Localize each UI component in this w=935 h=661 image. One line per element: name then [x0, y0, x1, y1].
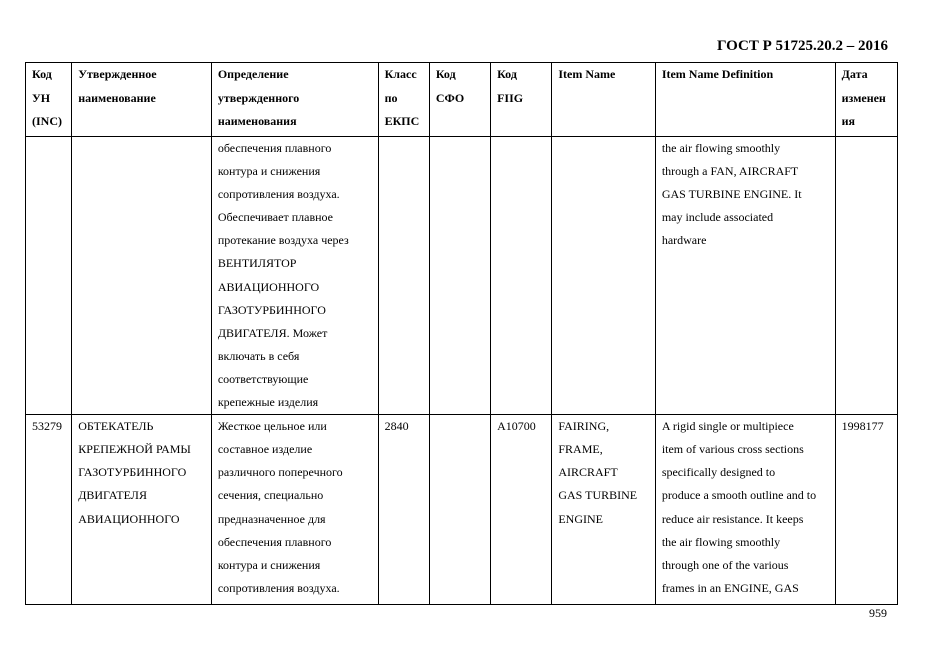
col-header-name: Утвержденное наименование — [72, 63, 212, 137]
col-header-sfo: Код СФО — [429, 63, 490, 137]
cell-item-name: FAIRING, FRAME, AIRCRAFT GAS TURBINE ENGINE — [552, 415, 655, 605]
standard-designation: ГОСТ Р 51725.20.2 – 2016 — [716, 38, 888, 54]
table-header-row — [26, 63, 898, 137]
col-header-inc: Код УН (INC) — [26, 63, 72, 137]
cell-inc: 53279 — [26, 415, 72, 605]
cell-inc — [26, 137, 72, 415]
cell-item-name — [552, 137, 655, 415]
cell-date: 1998177 — [835, 415, 897, 605]
col-header-date: Дата изменен ия — [835, 63, 897, 137]
table-row — [26, 137, 898, 415]
page-number: 959 — [869, 606, 887, 620]
col-header-fiig: Код FIIG — [491, 63, 552, 137]
cell-fiig: A10700 — [491, 415, 552, 605]
cell-name — [72, 137, 212, 415]
cell-fiig — [491, 137, 552, 415]
cell-sfo — [429, 137, 490, 415]
col-header-class: Класс по ЕКПС — [378, 63, 429, 137]
cell-date — [835, 137, 897, 415]
cell-item-def: A rigid single or multipiece item of various cross sections specifically designed to produce a smooth outline and to reduce air resistance. It keeps the air flowing smoothly through one of the various frames in an ENGINE, GAS — [655, 415, 835, 605]
cell-sfo — [429, 415, 490, 605]
col-header-item-name: Item Name — [552, 63, 655, 137]
cell-name: ОБТЕКАТЕЛЬ КРЕПЕЖНОЙ РАМЫ ГАЗОТУРБИННОГО ДВИГАТЕЛЯ АВИАЦИОННОГО — [72, 415, 212, 605]
classification-table — [25, 62, 898, 605]
col-header-definition: Определение утвержденного наименования — [211, 63, 378, 137]
table-row — [26, 415, 898, 605]
cell-definition: обеспечения плавного контура и снижения сопротивления воздуха. Обеспечивает плавное протекание воздуха через ВЕНТИЛЯТОР АВИАЦИОННОГО ГАЗОТУРБИННОГО ДВИГАТЕЛЯ. Может включать в себя соответствующие крепежные изделия — [211, 137, 378, 415]
cell-item-def: the air flowing smoothly through a FAN, AIRCRAFT GAS TURBINE ENGINE. It may include associated hardware — [655, 137, 835, 415]
cell-class: 2840 — [378, 415, 429, 605]
cell-definition: Жесткое цельное или составное изделие различного поперечного сечения, специально предназначенное для обеспечения плавного контура и снижения сопротивления воздуха. — [211, 415, 378, 605]
cell-class — [378, 137, 429, 415]
col-header-item-def: Item Name Definition — [655, 63, 835, 137]
